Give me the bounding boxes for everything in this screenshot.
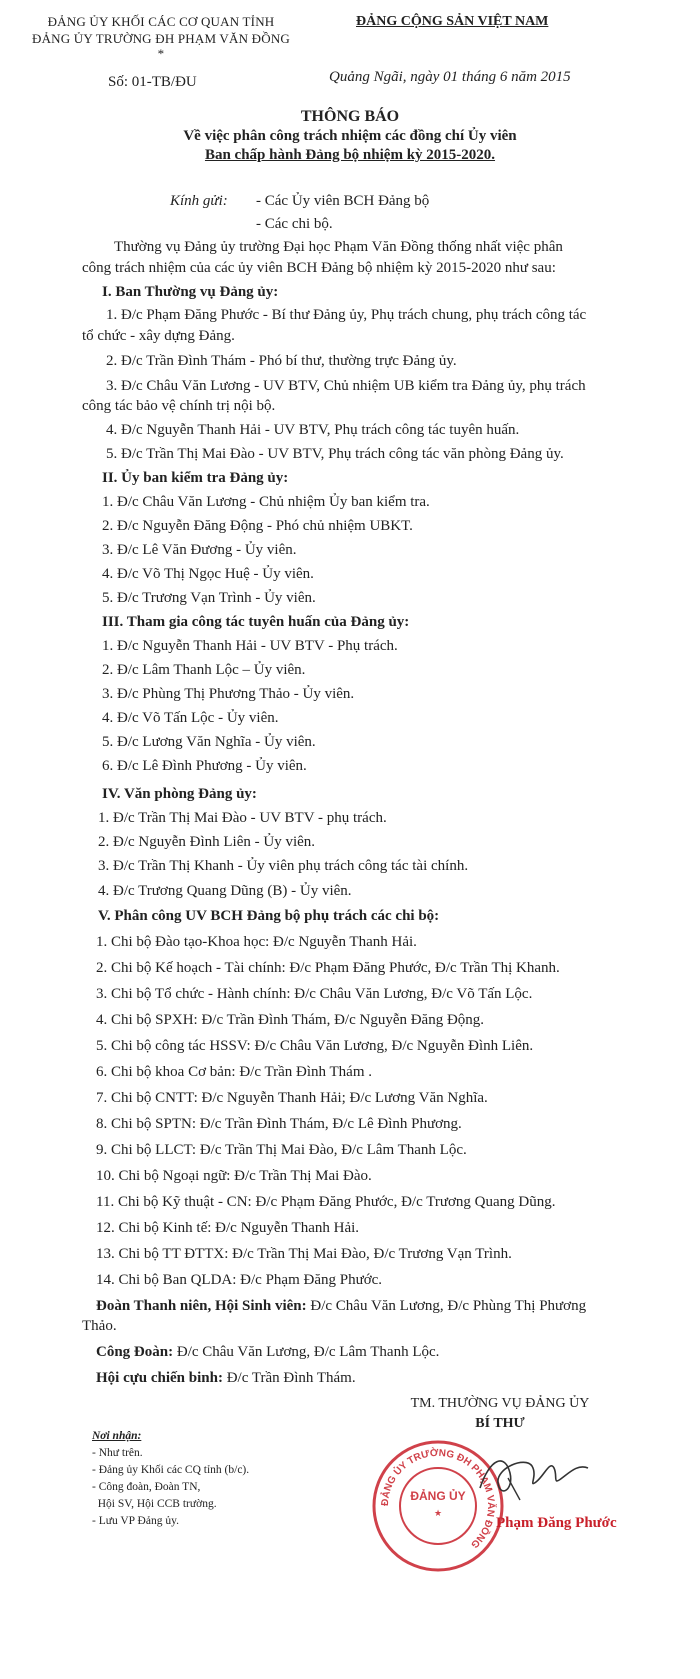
youth-value: Đ/c Châu Văn Lương, Đ/c Phùng Thị Phương <box>306 1298 587 1314</box>
list-item: 4. Đ/c Võ Tấn Lộc - Ủy viên. <box>102 710 279 726</box>
list-item: 3. Đ/c Phùng Thị Phương Thảo - Ủy viên. <box>102 686 355 702</box>
distribution-label: Nơi nhận: <box>92 1430 142 1442</box>
list-item: 5. Chi bộ công tác HSSV: Đ/c Châu Văn Lương, Đ/c Nguyễn Đình Liên. <box>96 1038 534 1054</box>
list-item: 4. Đ/c Nguyễn Thanh Hải - UV BTV, Phụ trách công tác tuyên huấn. <box>106 422 520 438</box>
list-item: 9. Chi bộ LLCT: Đ/c Trần Thị Mai Đào, Đ/c Lâm Thanh Lộc. <box>96 1142 467 1158</box>
section-4-heading: IV. Văn phòng Đảng ủy: <box>102 786 257 802</box>
list-item: 3. Đ/c Trần Thị Khanh - Ủy viên phụ trách công tác tài chính. <box>98 858 469 874</box>
list-item: 11. Chi bộ Kỹ thuật - CN: Đ/c Phạm Đăng Phước, Đ/c Trương Quang Dũng. <box>96 1194 556 1210</box>
list-item: 14. Chi bộ Ban QLDA: Đ/c Phạm Đăng Phước. <box>96 1272 383 1288</box>
youth-assignment <box>96 1298 586 1315</box>
signature-title: TM. THƯỜNG VỤ ĐẢNG ỦY <box>410 1396 590 1411</box>
org-name-line1: ĐẢNG ỦY KHỐI CÁC CƠ QUAN TỈNH <box>47 14 275 29</box>
list-item: 10. Chi bộ Ngoại ngữ: Đ/c Trần Thị Mai Đào. <box>96 1168 372 1184</box>
list-item: 1. Đ/c Nguyễn Thanh Hải - UV BTV - Phụ trách. <box>102 638 398 654</box>
list-item: 5. Đ/c Trần Thị Mai Đào - UV BTV, Phụ trách công tác văn phòng Đảng ủy. <box>106 446 564 462</box>
recipients-label: Kính gửi: <box>170 193 228 209</box>
section-1-heading: I. Ban Thường vụ Đảng ủy: <box>102 284 279 300</box>
list-item: 7. Chi bộ CNTT: Đ/c Nguyễn Thanh Hải; Đ/c Lương Văn Nghĩa. <box>96 1090 488 1106</box>
list-item: 4. Đ/c Võ Thị Ngọc Huệ - Ủy viên. <box>102 566 314 582</box>
document-number: Số: 01-TB/ĐU <box>108 74 197 90</box>
list-item: 6. Đ/c Lê Đình Phương - Ủy viên. <box>102 758 307 774</box>
place-date: Quảng Ngãi, ngày 01 tháng 6 năm 2015 <box>329 69 571 85</box>
distribution-item: - Công đoàn, Đoàn TN, <box>92 1481 201 1493</box>
distribution-item: - Như trên. <box>92 1447 143 1459</box>
union-value: Đ/c Châu Văn Lương, Đ/c Lâm Thanh Lộc. <box>173 1344 440 1360</box>
list-item: 5. Đ/c Trương Vạn Trình - Ủy viên. <box>102 590 316 606</box>
veterans-assignment <box>96 1370 356 1387</box>
signer-name: Phạm Đăng Phước <box>496 1515 617 1531</box>
recipient-2: - Các chi bộ. <box>256 216 333 232</box>
list-item: công tác bảo vệ chính trị nội bộ. <box>82 398 276 414</box>
intro-line2: công trách nhiệm của các ủy viên BCH Đảng bộ nhiệm kỳ 2015-2020 như sau: <box>82 260 556 276</box>
header-star: * <box>157 46 165 61</box>
distribution-item: Hội SV, Hội CCB trường. <box>92 1498 217 1510</box>
list-item: tổ chức - xây dựng Đảng. <box>82 328 235 344</box>
section-2-heading: II. Ủy ban kiểm tra Đảng ủy: <box>102 470 289 486</box>
list-item: 5. Đ/c Lương Văn Nghĩa - Ủy viên. <box>102 734 316 750</box>
document-subtitle-line1: Về việc phân công trách nhiệm các đồng chí Ủy viên <box>183 128 517 144</box>
list-item: 2. Đ/c Nguyễn Đăng Động - Phó chủ nhiệm UBKT. <box>102 518 413 534</box>
list-item: 3. Đ/c Lê Văn Đương - Ủy viên. <box>102 542 297 558</box>
list-item: 2. Đ/c Lâm Thanh Lộc – Ủy viên. <box>102 662 306 678</box>
seal-text: ĐẢNG ỦY TRƯỜNG ĐH PHẠM VĂN ĐỒNG <box>379 1447 497 1550</box>
list-item: 4. Đ/c Trương Quang Dũng (B) - Ủy viên. <box>98 883 352 899</box>
list-item: 3. Chi bộ Tổ chức - Hành chính: Đ/c Châu Văn Lương, Đ/c Võ Tấn Lộc. <box>96 986 533 1002</box>
signature-role: BÍ THƯ <box>475 1416 525 1431</box>
veterans-value: Đ/c Trần Đình Thám. <box>222 1370 356 1386</box>
list-item: 1. Đ/c Châu Văn Lương - Chủ nhiệm Ủy ban kiểm tra. <box>102 494 430 510</box>
list-item: 8. Chi bộ SPTN: Đ/c Trần Đình Thám, Đ/c Lê Đình Phương. <box>96 1116 462 1132</box>
union-label: Công Đoàn: <box>96 1344 174 1360</box>
svg-text:ĐẢNG ỦY: ĐẢNG ỦY <box>410 1489 466 1503</box>
distribution-item: - Lưu VP Đảng ủy. <box>92 1515 179 1527</box>
intro-line1: Thường vụ Đảng ủy trường Đại học Phạm Văn Đồng thống nhất việc phân <box>114 239 563 255</box>
section-5-heading: V. Phân công UV BCH Đảng bộ phụ trách các chi bộ: <box>98 908 440 924</box>
list-item: 12. Chi bộ Kinh tế: Đ/c Nguyễn Thanh Hải. <box>96 1220 360 1236</box>
document-subtitle-line2: Ban chấp hành Đảng bộ nhiệm kỳ 2015-2020. <box>204 147 496 163</box>
recipient-1: - Các Ủy viên BCH Đảng bộ <box>256 193 430 209</box>
list-item: 1. Chi bộ Đào tạo-Khoa học: Đ/c Nguyễn Thanh Hải. <box>96 934 417 950</box>
list-item: 2. Chi bộ Kế hoạch - Tài chính: Đ/c Phạm Đăng Phước, Đ/c Trần Thị Khanh. <box>96 960 560 976</box>
svg-text:★: ★ <box>433 1508 443 1518</box>
youth-assignment-cont: Thảo. <box>82 1318 117 1334</box>
document-title: THÔNG BÁO <box>300 108 400 125</box>
list-item: 13. Chi bộ TT ĐTTX: Đ/c Trần Thị Mai Đào, Đ/c Trương Vạn Trình. <box>96 1246 512 1262</box>
youth-label: Đoàn Thanh niên, Hội Sinh viên: <box>96 1298 307 1314</box>
list-item: 2. Đ/c Nguyễn Đình Liên - Ủy viên. <box>98 834 316 850</box>
org-name-line2: ĐẢNG ỦY TRƯỜNG ĐH PHẠM VĂN ĐỒNG <box>32 31 290 46</box>
list-item: 1. Đ/c Trần Thị Mai Đào - UV BTV - phụ trách. <box>98 810 387 826</box>
section-3-heading: III. Tham gia công tác tuyên huấn của Đảng ủy: <box>102 614 410 630</box>
signature-mark <box>470 1438 600 1508</box>
list-item: 6. Chi bộ khoa Cơ bản: Đ/c Trần Đình Thám . <box>96 1064 372 1080</box>
union-assignment <box>96 1344 439 1361</box>
distribution-item: - Đảng ủy Khối các CQ tỉnh (b/c). <box>92 1464 250 1476</box>
veterans-label: Hội cựu chiến binh: <box>96 1370 223 1386</box>
list-item: 2. Đ/c Trần Đình Thám - Phó bí thư, thường trực Đảng ủy. <box>106 353 457 369</box>
list-item: 1. Đ/c Phạm Đăng Phước - Bí thư Đảng ủy, Phụ trách chung, phụ trách công tác <box>106 307 587 323</box>
list-item: 3. Đ/c Châu Văn Lương - UV BTV, Chủ nhiệm UB kiểm tra Đảng ủy, phụ trách <box>106 378 586 394</box>
party-name: ĐẢNG CỘNG SẢN VIỆT NAM <box>356 14 549 29</box>
list-item: 4. Chi bộ SPXH: Đ/c Trần Đình Thám, Đ/c Nguyễn Đăng Động. <box>96 1012 485 1028</box>
